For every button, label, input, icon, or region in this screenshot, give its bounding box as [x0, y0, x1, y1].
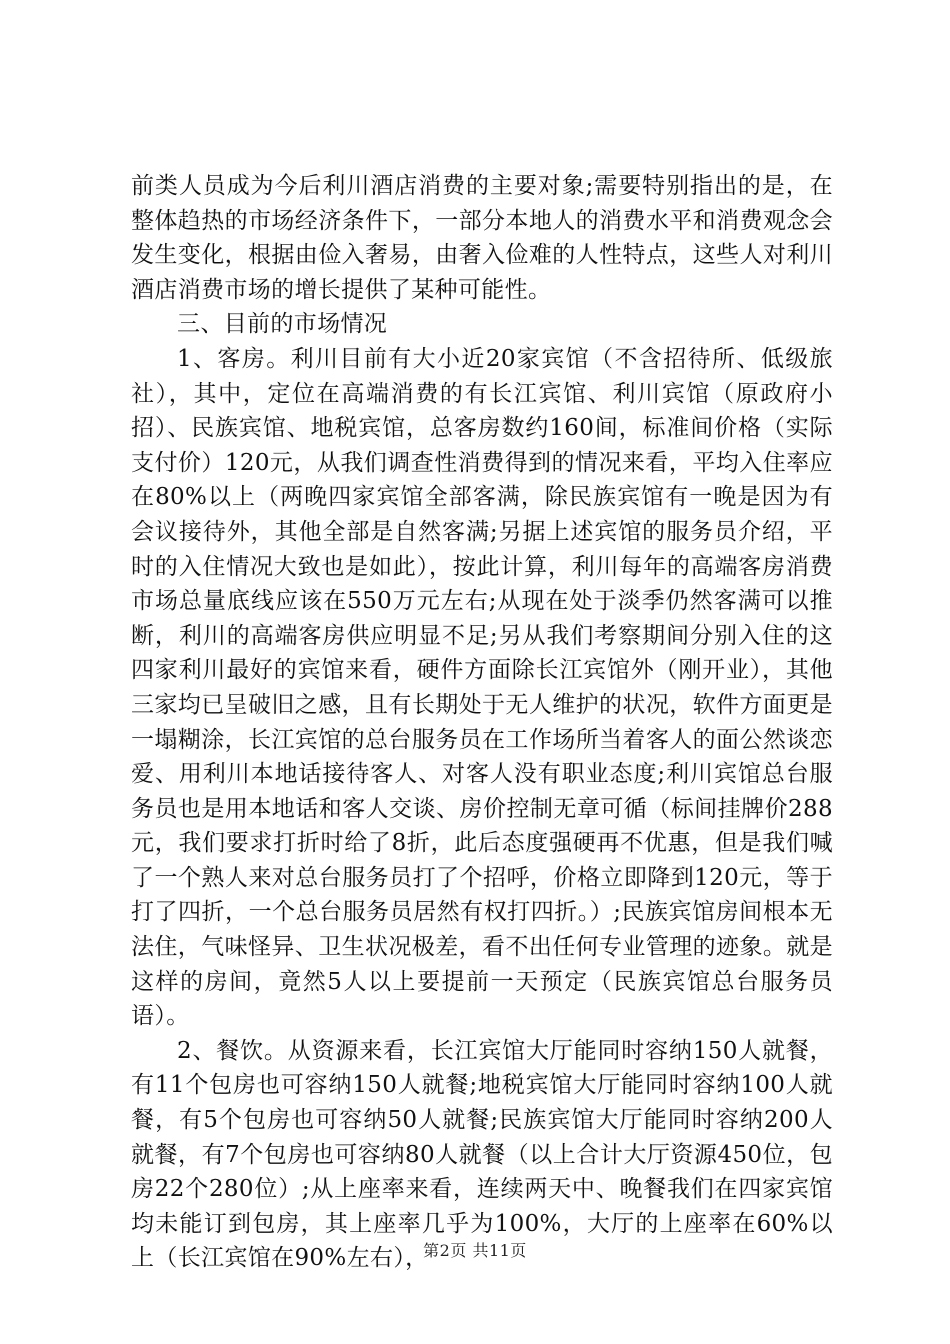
paragraph-catering: 2、餐饮。从资源来看，长江宾馆大厅能同时容纳150人就餐，有11个包房也可容纳150人就餐;地税宾馆大厅能同时容纳100人就餐，有5个包房也可容纳50人就餐;民族宾馆大厅能同时容纳200人就餐，有7个包房也可容纳80人就餐（以上合计大厅资源450位，包房22个280位）;从上座率来看，连续两天中、晚餐我们在四家宾馆均未能订到包房，其上座率几乎为100%，大厅的上座率在60%以上（长江宾馆在90%左右），	[131, 1037, 833, 1272]
paragraph-1: 前类人员成为今后利川酒店消费的主要对象;需要特别指出的是，在整体趋热的市场经济条件下，一部分本地人的消费水平和消费观念会发生变化，根据由俭入奢易，由奢入俭难的人性特点，这些人对利川酒店消费市场的增长提供了某种可能性。	[131, 173, 833, 303]
section-heading: 三、目前的市场情况	[177, 311, 388, 338]
page-footer	[0, 1241, 950, 1261]
document-body	[131, 169, 833, 1276]
paragraph-guest-rooms: 1、客房。利川目前有大小近20家宾馆（不含招待所、低级旅社），其中，定位在高端消费的有长江宾馆、利川宾馆（原政府小招）、民族宾馆、地税宾馆，总客房数约160间，标准间价格（实际支付价）120元，从我们调查性消费得到的情况来看，平均入住率应在80%以上（两晚四家宾馆全部客满，除民族宾馆有一晚是因为有会议接待外，其他全部是自然客满;另据上述宾馆的服务员介绍，平时的入住情况大致也是如此），按此计算，利川每年的高端客房消费市场总量底线应该在550万元左右;从现在处于淡季仍然客满可以推断，利川的高端客房供应明显不足;另从我们考察期间分别入住的这四家利川最好的宾馆来看，硬件方面除长江宾馆外（刚开业），其他三家均已呈破旧之感，且有长期处于无人维护的状况，软件方面更是一塌糊涂，长江宾馆的总台服务员在工作场所当着客人的面公然谈恋爱、用利川本地话接待客人、对客人没有职业态度;利川宾馆总台服务员也是用本地话和客人交谈、房价控制无章可循（标间挂牌价288元，我们要求打折时给了8折，此后态度强硬再不优惠，但是我们喊了一个熟人来对总台服务员打了个招呼，价格立即降到120元，等于打了四折，一个总台服务员居然有权打四折。）;民族宾馆房间根本无法住，气味怪异、卫生状况极差，看不出任何专业管理的迹象。就是这样的房间，竟然5人以上要提前一天预定（民族宾馆总台服务员语）。	[131, 345, 833, 1030]
page-number: 第2页 共11页	[423, 1241, 527, 1260]
